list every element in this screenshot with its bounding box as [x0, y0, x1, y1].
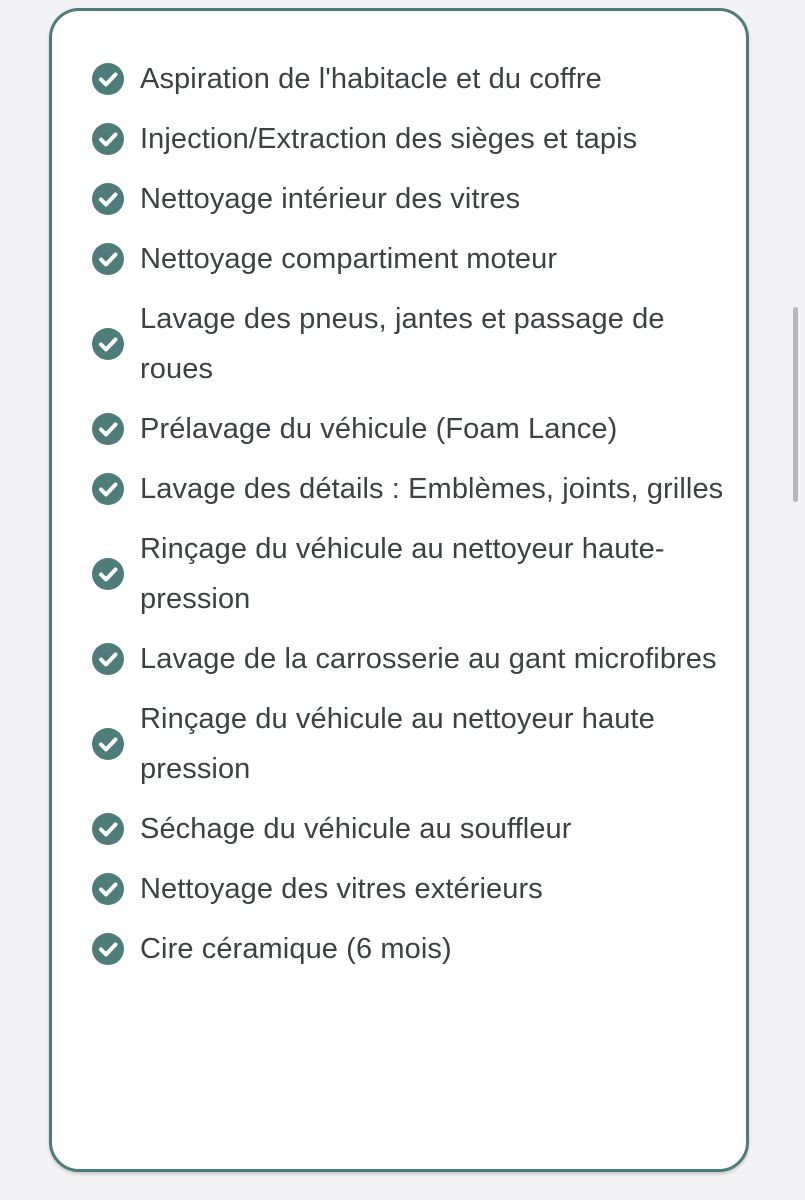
check-circle-icon [92, 643, 124, 675]
feature-label: Lavage des détails : Emblèmes, joints, grilles [140, 473, 724, 505]
feature-item [92, 689, 732, 799]
check-circle-icon [92, 243, 124, 275]
feature-item [92, 799, 732, 859]
feature-item [92, 859, 732, 919]
feature-item [92, 289, 732, 399]
page-scrollbar[interactable] [793, 307, 798, 502]
check-circle-icon [92, 473, 124, 505]
check-circle-icon [92, 328, 124, 360]
feature-item [92, 919, 732, 979]
check-circle-icon [92, 123, 124, 155]
feature-item [92, 459, 732, 519]
check-circle-icon [92, 558, 124, 590]
feature-item [92, 519, 732, 629]
feature-list [92, 49, 732, 979]
feature-label: Prélavage du véhicule (Foam Lance) [140, 413, 618, 445]
feature-label: Cire céramique (6 mois) [140, 933, 452, 965]
services-card [49, 8, 749, 1172]
feature-item [92, 49, 732, 109]
feature-item [92, 229, 732, 289]
check-circle-icon [92, 813, 124, 845]
check-circle-icon [92, 183, 124, 215]
check-circle-icon [92, 413, 124, 445]
check-circle-icon [92, 728, 124, 760]
feature-label: Nettoyage compartiment moteur [140, 243, 558, 275]
feature-item [92, 629, 732, 689]
check-circle-icon [92, 63, 124, 95]
feature-label: Nettoyage intérieur des vitres [140, 183, 521, 215]
feature-label: Lavage des pneus, jantes et passage de roues [140, 303, 665, 385]
feature-label: Séchage du véhicule au souffleur [140, 813, 572, 845]
feature-item [92, 169, 732, 229]
check-circle-icon [92, 933, 124, 965]
feature-label: Nettoyage des vitres extérieurs [140, 873, 543, 905]
feature-item [92, 109, 732, 169]
feature-label: Injection/Extraction des sièges et tapis [140, 123, 638, 155]
feature-item [92, 399, 732, 459]
feature-label: Rinçage du véhicule au nettoyeur haute pression [140, 703, 655, 785]
check-circle-icon [92, 873, 124, 905]
feature-label: Lavage de la carrosserie au gant microfibres [140, 643, 717, 675]
feature-label: Rinçage du véhicule au nettoyeur haute-pression [140, 533, 665, 615]
feature-label: Aspiration de l'habitacle et du coffre [140, 63, 602, 95]
